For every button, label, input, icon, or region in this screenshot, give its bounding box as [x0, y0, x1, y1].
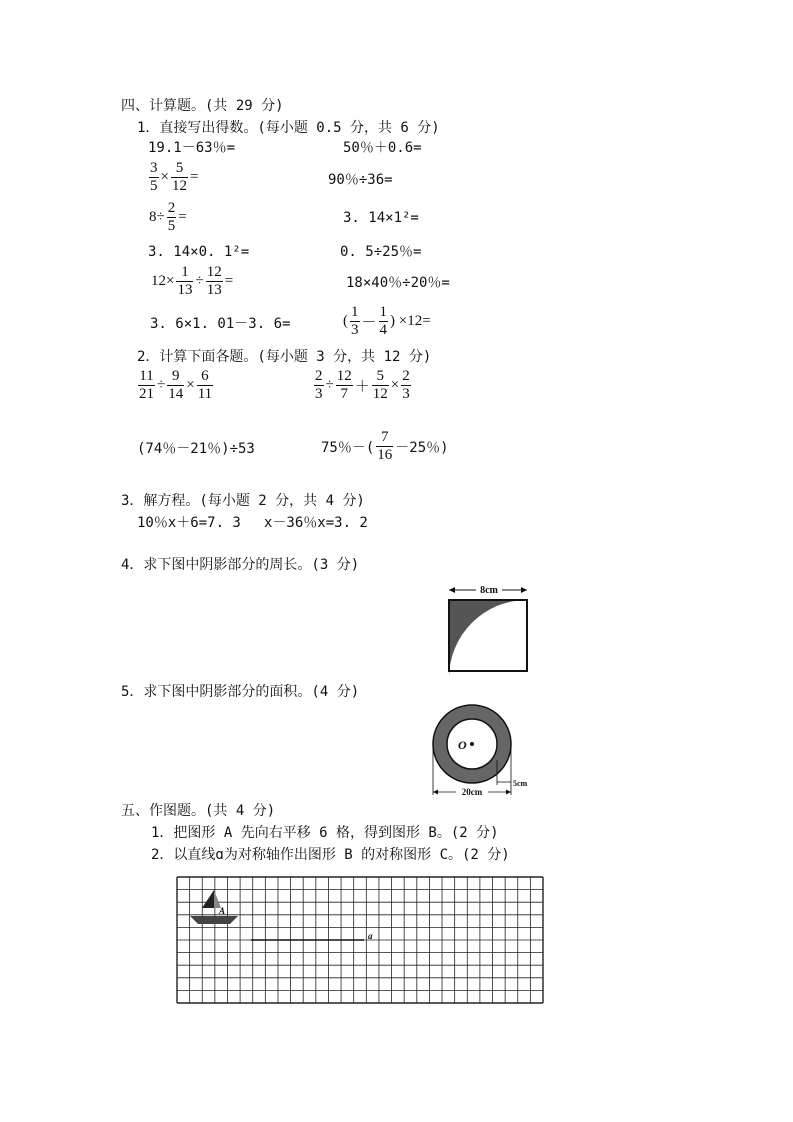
fraction: $\frac{9}{14}$ [168, 368, 184, 402]
fraction: $\frac{2}{3}$ [402, 368, 410, 402]
section-4-title: 四、计算题。(共 29 分) [121, 98, 284, 114]
drawing-grid[interactable] [176, 876, 544, 1004]
q1-expr-10: 18×40％÷20％= [346, 275, 450, 291]
fraction: $\frac{1}{3}$ [351, 304, 359, 338]
q1-expr-5: 8÷ $\frac{2}{5}$ = [149, 200, 187, 234]
q4-title: 4．求下图中阴影部分的周长。(3 分) [121, 557, 360, 573]
q1-title: 1．直接写出得数。(每小题 0.5 分，共 6 分) [137, 120, 440, 136]
fraction: $\frac{2}{5}$ [167, 200, 176, 234]
ring-width-label: 5cm [513, 779, 528, 788]
q2-expr-3: (74％－21％)÷53 [137, 441, 255, 457]
section-5-title: 五、作图题。(共 4 分) [121, 803, 276, 819]
center-dot [470, 742, 474, 746]
figure-a-sail-left [202, 890, 214, 908]
axis-label: a [368, 931, 373, 941]
q3-equation-2: x－36％x=3. 2 [264, 515, 368, 531]
q1-expr-4: 90％÷36= [328, 172, 393, 188]
fraction: $\frac{5}{12}$ [372, 368, 388, 402]
quarter-circle-square-figure [440, 578, 540, 676]
section-5-q1: 1．把图形 A 先向右平移 6 格，得到图形 B。(2 分) [151, 825, 499, 841]
q1-expr-3: $\frac{3}{5}$ × $\frac{5}{12}$ = [150, 160, 199, 194]
q1-expr-12: ( $\frac{1}{3}$ － $\frac{1}{4}$ ) ×12= [343, 304, 431, 338]
q2-expr-1: $\frac{11}{21}$ ÷ $\frac{9}{14}$ × $\frac{6}{11}$ [139, 368, 213, 402]
q3-equation-1: 10％x＋6=7. 3 [137, 515, 241, 531]
fraction: $\frac{7}{16}$ [377, 429, 393, 463]
q1-expr-9: 12× $\frac{1}{13}$ ÷ $\frac{12}{13}$ = [151, 264, 234, 298]
q2-expr-4: 75％－( $\frac{7}{16}$ －25％) [321, 429, 449, 463]
shaded-region [449, 600, 527, 676]
q1-expr-8: 0. 5÷25％= [340, 244, 422, 260]
q1-expr-7: 3. 14×0. 1²= [148, 244, 250, 260]
fraction: $\frac{12}{7}$ [336, 368, 352, 402]
fraction: $\frac{5}{12}$ [171, 160, 187, 194]
dimension-label: 8cm [480, 585, 498, 596]
q1-expr-2: 50％＋0.6= [343, 140, 422, 156]
figure-a-label: A [219, 906, 226, 916]
fraction: $\frac{11}{21}$ [139, 368, 154, 402]
ring-figure [428, 700, 528, 800]
q2-title: 2．计算下面各题。(每小题 3 分，共 12 分) [137, 349, 432, 365]
outer-diameter-label: 20cm [461, 787, 483, 797]
fraction: $\frac{1}{13}$ [177, 264, 193, 298]
fraction: $\frac{2}{3}$ [315, 368, 323, 402]
fraction: $\frac{3}{5}$ [150, 160, 158, 194]
fraction: $\frac{1}{4}$ [379, 304, 388, 338]
q1-expr-1: 19.1－63％= [148, 140, 236, 156]
figure-a-hull [190, 916, 238, 924]
q5-title: 5．求下图中阴影部分的面积。(4 分) [121, 684, 360, 700]
q1-expr-6: 3. 14×1²= [343, 210, 419, 226]
q1-expr-11: 3. 6×1. 01－3. 6= [150, 316, 291, 332]
fraction: $\frac{12}{13}$ [206, 264, 222, 298]
q2-expr-2: $\frac{2}{3}$ ÷ $\frac{12}{7}$ ＋ $\frac{5}{12}$ × $\frac{2}{3}$ [315, 368, 410, 402]
q3-title: 3．解方程。(每小题 2 分，共 4 分) [121, 493, 365, 509]
section-5-q2: 2．以直线ɑ为对称轴作出图形 B 的对称图形 C。(2 分) [151, 847, 510, 863]
center-label: O [458, 738, 467, 752]
fraction: $\frac{6}{11}$ [197, 368, 213, 402]
